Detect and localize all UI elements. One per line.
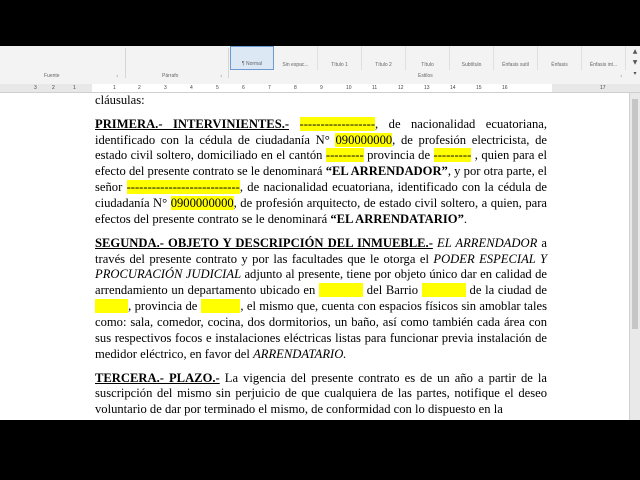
document-reference: PODER ESPECIAL Y PROCURACIÓN JUDICIAL: [95, 251, 547, 282]
ruler-number: 5: [216, 85, 219, 91]
clause-tercera[interactable]: [95, 371, 547, 419]
highlighted-field: ---------: [433, 148, 472, 163]
ruler-number: 10: [346, 85, 352, 91]
clause-text: , el mismo que, cuenta con espacios físicos sin amoblar tales como: sala, comedor, cocina, dos dormitorios, un baño, así como también cada área con sus respectivos focos e instalaciones eléctricas listas para funcionar previa instalación de medidor eléctrico, en favor del: [95, 299, 548, 361]
ruler-number: 12: [398, 85, 404, 91]
party-name: “EL ARRENDATARIO”: [330, 212, 464, 227]
ruler-number: 2: [52, 85, 55, 91]
ruler-number: 11: [372, 85, 378, 91]
style-title[interactable]: Título: [406, 46, 450, 70]
clause-primera[interactable]: [95, 117, 547, 228]
ruler-number: 15: [476, 85, 482, 91]
vertical-scrollbar[interactable]: [629, 93, 640, 420]
clause-text: provincia de: [363, 148, 434, 163]
style-heading-2[interactable]: Título 2: [362, 46, 406, 70]
highlighted-field: [95, 299, 128, 313]
ribbon-group-labels: [0, 73, 640, 83]
document-canvas[interactable]: [0, 93, 640, 420]
ruler-number: 7: [268, 85, 271, 91]
style-subtitle[interactable]: Subtítulo: [450, 46, 494, 70]
ruler-number: 17: [600, 85, 606, 91]
style-intense-emphasis[interactable]: Énfasis int...: [582, 46, 626, 70]
party-name: EL ARRENDADOR: [437, 235, 538, 250]
ruler-number: 14: [450, 85, 456, 91]
clause-text: del Barrio: [363, 283, 422, 298]
horizontal-ruler[interactable]: [0, 84, 640, 93]
ruler-number: 16: [502, 85, 508, 91]
clause-text: La vigencia del presente contrato es de un año a partir de la suscripción del mismo sin perjuicio de que cualquiera de las partes, notifique el deseo voluntario de dar por terminado el mismo, de conformidad con lo dispuesto en la: [95, 370, 548, 417]
highlighted-field: 090000000: [335, 132, 393, 147]
highlighted-field: ---------------------------: [126, 180, 240, 195]
styles-dialog-launcher-icon[interactable]: ⌟: [620, 72, 623, 78]
ruler-number: 8: [294, 85, 297, 91]
clause-text: a través del presente contrato y por las facultades que le otorga el: [95, 235, 547, 266]
font-dialog-launcher-icon[interactable]: ⌟: [116, 72, 119, 78]
styles-gallery: [230, 46, 630, 70]
clause-text: adjunto al presente, tiene por objeto único dar en calidad de arrendamiento un departamento ubicado en: [95, 267, 547, 298]
style-normal[interactable]: ¶ Normal: [230, 46, 274, 70]
clause-text: de la ciudad de: [465, 283, 547, 298]
highlighted-field: [201, 299, 241, 313]
paragraph-dialog-launcher-icon[interactable]: ⌟: [220, 72, 223, 78]
more-icon[interactable]: ▾: [633, 70, 637, 77]
style-emphasis[interactable]: Énfasis: [538, 46, 582, 70]
party-name: “EL ARRENDADOR”: [325, 164, 448, 179]
ruler-number: 3: [34, 85, 37, 91]
style-no-spacing[interactable]: Sin espac...: [274, 46, 318, 70]
ruler-number: 9: [320, 85, 323, 91]
clause-heading: SEGUNDA.- OBJETO Y DESCRIPCIÓN DEL INMUEBLE.-: [95, 235, 433, 250]
clause-segunda[interactable]: [95, 236, 547, 363]
ruler-number: 1: [73, 85, 76, 91]
ruler-number: 4: [190, 85, 193, 91]
highlighted-field: ---------: [325, 148, 364, 163]
document-page[interactable]: [95, 93, 547, 418]
ruler-number: 1: [113, 85, 116, 91]
party-name: ARRENDATARIO.: [253, 346, 347, 361]
highlighted-field: [422, 283, 466, 297]
group-label-font: Fuente: [44, 73, 60, 79]
ruler-number: 13: [424, 85, 430, 91]
clause-text: , provincia de: [128, 299, 201, 314]
clause-text: , de profesión electricista, de estado civil soltero, domiciliado en el cantón: [95, 132, 547, 163]
highlighted-field: ------------------: [299, 116, 376, 131]
clause-text: , quien para el efecto del presente contrato se le denominará: [95, 148, 548, 179]
ruler-number: 2: [138, 85, 141, 91]
clause-heading: TERCERA.- PLAZO.-: [95, 370, 220, 385]
ribbon: [0, 46, 640, 85]
intro-text: cláusulas:: [95, 93, 145, 107]
group-label-paragraph: Párrafo: [162, 73, 179, 79]
scrollbar-thumb[interactable]: [632, 99, 638, 329]
chevron-up-icon[interactable]: ▲: [632, 48, 638, 55]
clause-text: , de profesión arquitecto, de estado civil soltero, a quien, para efectos del presente contrato se le denominará: [95, 196, 547, 227]
intro-paragraph[interactable]: [95, 93, 547, 109]
clause-text: , y por otra parte, el señor: [95, 164, 547, 195]
highlighted-field: [319, 283, 363, 297]
highlighted-field: 0900000000: [170, 196, 234, 211]
group-label-styles: Estilos: [418, 73, 433, 79]
clause-heading: PRIMERA.- INTERVINIENTES.-: [95, 116, 290, 131]
clause-text: , de nacionalidad ecuatoriana, identificado con la cédula de ciudadanía N°: [95, 116, 547, 147]
style-subtle-emphasis[interactable]: Énfasis sutil: [494, 46, 538, 70]
ruler-number: 6: [242, 85, 245, 91]
clause-text: , de nacionalidad ecuatoriana, identificado con la cédula de ciudadanía N°: [95, 180, 547, 211]
clause-text: .: [463, 212, 468, 227]
style-heading-1[interactable]: Título 1: [318, 46, 362, 70]
chevron-down-icon[interactable]: ▼: [632, 59, 638, 66]
ruler-number: 3: [164, 85, 167, 91]
